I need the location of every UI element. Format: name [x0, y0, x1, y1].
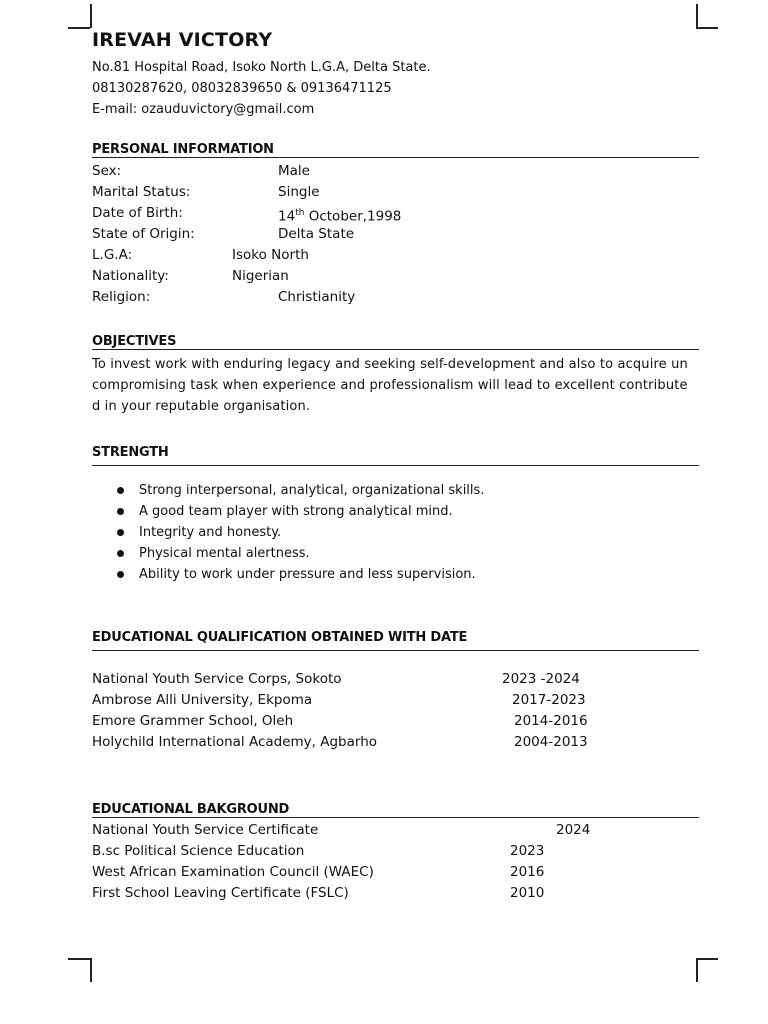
- certificate-year: 2016: [510, 864, 545, 880]
- list-item: [92, 543, 699, 564]
- certificate-year: 2024: [556, 822, 591, 838]
- strength-list: [92, 480, 699, 585]
- education-background-section: [92, 802, 699, 904]
- education-qualification-list: [92, 669, 699, 753]
- info-row-sex: [92, 161, 699, 182]
- education-background-list: [92, 820, 699, 904]
- strength-text: Integrity and honesty.: [139, 525, 282, 540]
- info-row-date-of-birth: [92, 203, 699, 224]
- objectives-line: compromising task when experience and professionalism will lead to excellent contribute: [92, 378, 688, 393]
- info-value: Nigerian: [232, 268, 289, 284]
- section-title-education-qualification: EDUCATIONAL QUALIFICATION OBTAINED WITH DATE: [92, 630, 699, 651]
- candidate-name: IREVAH VICTORY: [92, 29, 273, 51]
- phone-numbers: 08130287620, 08032839650 & 09136471125: [92, 81, 392, 96]
- certificate-year: 2010: [510, 885, 545, 901]
- table-row: [92, 732, 699, 753]
- certificate-name: National Youth Service Certificate: [92, 822, 319, 838]
- info-label: Sex:: [92, 163, 122, 179]
- info-value: Christianity: [278, 289, 356, 305]
- bullet-icon: [117, 487, 124, 494]
- personal-information-section: [92, 142, 699, 308]
- objectives-text: [92, 354, 699, 417]
- education-qualification-section: [92, 630, 699, 753]
- date-range: 2017-2023: [512, 692, 586, 708]
- table-row: [92, 711, 699, 732]
- objectives-line: d in your reputable organisation.: [92, 399, 311, 414]
- table-row: [92, 841, 699, 862]
- info-label: Nationality:: [92, 268, 169, 284]
- date-range: 2004-2013: [514, 734, 588, 750]
- info-label: Marital Status:: [92, 184, 191, 200]
- strength-text: Ability to work under pressure and less supervision.: [139, 567, 476, 582]
- certificate-year: 2023: [510, 843, 545, 859]
- strength-text: A good team player with strong analytical mind.: [139, 504, 453, 519]
- email: E-mail: ozauduvictory@gmail.com: [92, 102, 315, 117]
- info-label: Date of Birth:: [92, 205, 183, 221]
- strength-section: [92, 445, 699, 585]
- institution-name: Holychild International Academy, Agbarho: [92, 734, 378, 750]
- contact-block: [92, 57, 699, 120]
- list-item: [92, 501, 699, 522]
- info-value: Single: [278, 184, 320, 200]
- dob-day: 14: [278, 208, 296, 225]
- address: No.81 Hospital Road, Isoko North L.G.A, Delta State.: [92, 60, 431, 75]
- info-row-marital-status: [92, 182, 699, 203]
- bullet-icon: [117, 508, 124, 515]
- objectives-section: [92, 334, 699, 417]
- section-title-objectives: OBJECTIVES: [92, 334, 699, 350]
- bullet-icon: [117, 550, 124, 557]
- bullet-icon: [117, 529, 124, 536]
- date-range: 2014-2016: [514, 713, 588, 729]
- info-label: L.G.A:: [92, 247, 133, 263]
- info-value: Male: [278, 163, 310, 179]
- info-value: Delta State: [278, 226, 355, 242]
- info-row-lga: [92, 245, 699, 266]
- section-title-personal-information: PERSONAL INFORMATION: [92, 142, 699, 158]
- objectives-line: To invest work with enduring legacy and seeking self-development and also to acquire un: [92, 357, 688, 372]
- institution-name: National Youth Service Corps, Sokoto: [92, 671, 342, 687]
- institution-name: Emore Grammer School, Oleh: [92, 713, 294, 729]
- dob-rest: October,1998: [304, 208, 402, 225]
- strength-text: Strong interpersonal, analytical, organizational skills.: [139, 483, 485, 498]
- list-item: [92, 522, 699, 543]
- resume-header: [92, 28, 699, 120]
- section-title-education-background: EDUCATIONAL BAKGROUND: [92, 802, 699, 818]
- list-item: [92, 480, 699, 501]
- list-item: [92, 564, 699, 585]
- info-row-religion: [92, 287, 699, 308]
- table-row: [92, 690, 699, 711]
- personal-info-list: [92, 161, 699, 308]
- certificate-name: B.sc Political Science Education: [92, 843, 305, 859]
- dob-ordinal: th: [295, 208, 305, 218]
- bullet-icon: [117, 571, 124, 578]
- info-row-nationality: [92, 266, 699, 287]
- table-row: [92, 883, 699, 904]
- certificate-name: West African Examination Council (WAEC): [92, 864, 374, 880]
- table-row: [92, 669, 699, 690]
- institution-name: Ambrose Alli University, Ekpoma: [92, 692, 313, 708]
- info-row-state-of-origin: [92, 224, 699, 245]
- table-row: [92, 862, 699, 883]
- table-row: [92, 820, 699, 841]
- info-label: Religion:: [92, 289, 151, 305]
- info-label: State of Origin:: [92, 226, 195, 242]
- info-value: Isoko North: [232, 247, 309, 263]
- certificate-name: First School Leaving Certificate (FSLC): [92, 885, 349, 901]
- section-title-strength: STRENGTH: [92, 445, 699, 466]
- date-range: 2023 -2024: [502, 671, 580, 687]
- strength-text: Physical mental alertness.: [139, 546, 310, 561]
